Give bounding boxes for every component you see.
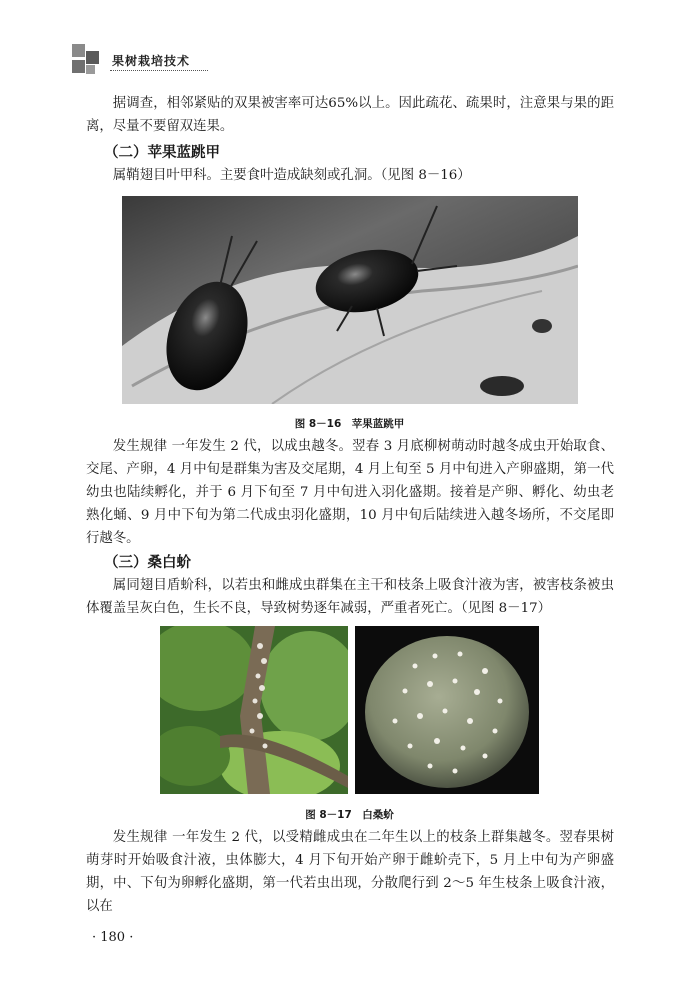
figure-8-17-photo-fruit	[355, 626, 539, 794]
figure-8-17-photo-branch	[160, 626, 348, 794]
section-heading-apple-flea-beetle: （二）苹果蓝跳甲	[104, 145, 220, 161]
paragraph-scale-lifecycle: 发生规律 一年发生 2 代，以受精雌成虫在二年生以上的枝条上群集越冬。翌春果树萌芽时开始吸食汁液，虫体膨大，4 月下旬开始产卵于雌蚧壳下，5 月上中旬为产卵盛期，中、下旬为卵孵化盛期，第一代若虫出现，分散爬行到 2～5 年生枝条上吸食汁液，以在	[86, 830, 614, 914]
header-dotted-rule	[110, 70, 208, 71]
page-number: · 180 ·	[92, 930, 134, 945]
paragraph-flea-beetle-intro: 属鞘翅目叶甲科。主要食叶造成缺刻或孔洞。（见图 8－16）	[112, 168, 471, 183]
paragraph-double-fruit: 据调查，相邻紧贴的双果被害率可达65%以上。因此疏花、疏果时，注意果与果的距离，尽量不要留双连果。	[86, 96, 614, 134]
figure-8-16-caption: 图 8－16 苹果蓝跳甲	[294, 418, 405, 430]
running-header-title: 果树栽培技术	[112, 54, 191, 68]
section-heading-white-peach-scale: （三）桑白蚧	[104, 555, 191, 571]
paragraph-scale-intro: 属同翅目盾蚧科，以若虫和雌成虫群集在主干和枝条上吸食汁液为害，被害枝条被虫体覆盖呈灰白色，生长不良，导致树势逐年减弱，严重者死亡。（见图 8－17）	[86, 578, 614, 616]
figure-8-16-photo	[122, 196, 578, 404]
header-logo-squares	[72, 44, 102, 78]
paragraph-flea-beetle-lifecycle: 发生规律 一年发生 2 代，以成虫越冬。翌春 3 月底柳树萌动时越冬成虫开始取食、交尾、产卵，4 月中旬是群集为害及交尾期，4 月上旬至 5 月中旬进入产卵盛期，第一代幼虫也陆续孵化，并于 6 月下旬至 7 月中旬进入羽化盛期。接着是产卵、孵化、幼虫老熟化蛹、9 月中下旬为第二代成虫羽化盛期，10 月中旬后陆续进入越冬场所，不交尾即行越冬。	[86, 439, 614, 546]
figure-8-17-caption: 图 8－17 白桑蚧	[305, 809, 394, 821]
